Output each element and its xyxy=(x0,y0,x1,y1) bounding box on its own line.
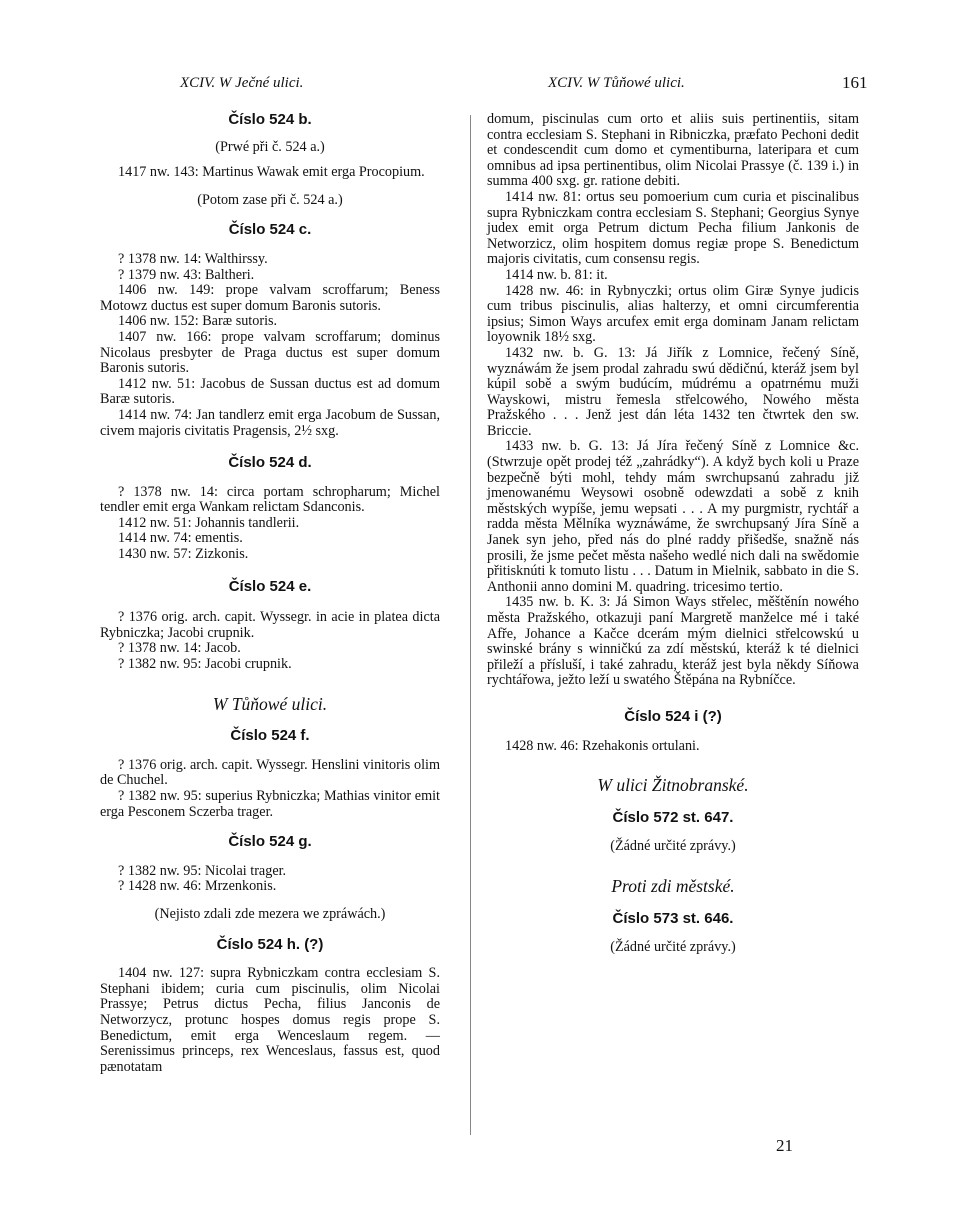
entry: 1412 nw. 51: Johannis tandlerii. xyxy=(118,514,300,531)
section-heading-573: Číslo 573 st. 646. xyxy=(612,909,734,927)
entry: ? 1378 nw. 14: circa portam schropharum; Michel tendler emit erga Wankam relictam Sdanconis. xyxy=(100,483,440,516)
entry: 1435 nw. b. K. 3: Já Simon Ways střelec, měštěnín nowého města Pražského, otkazuji paní Margretě manželce mé i také Afře, Johance a Kačce dcerám mým dielnici střelcowskú u swinské brány s winničkú za zdí městskú, kteráž k té dielnici přileží a přísluší, i také zahradu, kteráž jest byla někdy Síňowa rychtářowa, ježto leží u swatého Štěpána na Rybníčce. xyxy=(487,594,859,689)
running-header-left: XCIV. W Ječné ulici. xyxy=(180,75,304,91)
section-heading-524d: Číslo 524 d. xyxy=(228,454,312,472)
page-number: 161 xyxy=(842,73,868,92)
entry: 1404 nw. 127: supra Rybniczkam contra ecclesiam S. Stephani ibidem; curia cum piscinulis, olim Nicolai Prassye; Petrus dictus Pecha, filius Janconis de Networzycz, protunc hospes domus regis prope S. Benedictum, emit erga Wenceslaum regem. — Serenissimus princeps, rex Wenceslaus, fassus est, quod pænotatam xyxy=(100,965,440,1075)
section-heading-524h: Číslo 524 h. (?) xyxy=(216,935,324,953)
entry: 1412 nw. 51: Jacobus de Sussan ductus est ad domum Baræ sutoris. xyxy=(100,375,440,408)
editorial-note: (Potom zase při č. 524 a.) xyxy=(197,191,343,208)
entry: 1417 nw. 143: Martinus Wawak emit erga Procopium. xyxy=(118,164,425,181)
section-heading-524i: Číslo 524 i (?) xyxy=(624,707,722,725)
entry: ? 1378 nw. 14: Walthirssy. xyxy=(118,250,268,267)
entry: ? 1378 nw. 14: Jacob. xyxy=(118,640,241,657)
entry: 1414 nw. b. 81: it. xyxy=(505,266,608,283)
section-heading-524f: Číslo 524 f. xyxy=(230,727,310,745)
entry: ? 1376 orig. arch. capit. Wyssegr. Henslini vinitoris olim de Chuchel. xyxy=(100,756,440,789)
entry: ? 1382 nw. 95: Jacobi crupnik. xyxy=(118,656,292,673)
entry: 1414 nw. 81: ortus seu pomoerium cum curia et piscinalibus supra Rybniczkam contra ecclesiam S. Stephani; Georgius Synye judex emit orga Petrum dictum Pecha filium Jankonis de Networzicz, olim hospitem domus regiæ prope S. Benedictum majoris civitatis, cum consensu regis. xyxy=(487,188,859,268)
column-divider xyxy=(470,115,471,1135)
entry: 1406 nw. 149: prope valvam scroffarum; Beness Motowz ductus est super domum Baronis sutoris. xyxy=(100,282,440,314)
entry: 1407 nw. 166: prope valvam scroffarum; dominus Nicolaus presbyter de Praga ductus est super domum Baronis sutoris. xyxy=(100,328,440,377)
street-heading: W ulici Žitnobranské. xyxy=(597,775,749,796)
entry: 1406 nw. 152: Baræ sutoris. xyxy=(118,313,278,330)
right-column xyxy=(487,112,859,956)
section-heading-524g: Číslo 524 g. xyxy=(228,833,312,851)
entry: 1414 nw. 74: ementis. xyxy=(118,530,243,547)
entry: 1428 nw. 46: in Rybnyczki; ortus olim Giræ Synye judicis cum tribus piscinulis, alias halterzy, et omni circumferentia ipsius; Simon Ways arcufex emit erga dominam Janam relictam loyownik 18½ sxg. xyxy=(487,282,859,346)
section-heading-524c: Číslo 524 c. xyxy=(228,221,312,239)
left-column xyxy=(100,112,440,1075)
running-header-right: XCIV. W Tůňowé ulici. xyxy=(548,75,685,91)
street-heading: Proti zdi městské. xyxy=(611,875,735,896)
editorial-note: (Žádné určité zprávy.) xyxy=(610,939,736,956)
entry: ? 1376 orig. arch. capit. Wyssegr. in acie in platea dicta Rybniczka; Jacobi crupnik. xyxy=(100,609,440,641)
editorial-note: (Žádné určité zprávy.) xyxy=(610,838,736,855)
signature-mark: 21 xyxy=(776,1136,793,1155)
section-heading-524b: Číslo 524 b. xyxy=(228,111,312,128)
entry: ? 1382 nw. 95: Nicolai trager. xyxy=(118,862,287,879)
entry: ? 1382 nw. 95: superius Rybniczka; Mathias vinitor emit erga Pesconem Sczerba trager. xyxy=(100,788,440,820)
entry: 1432 nw. b. G. 13: Já Jiřík z Lomnice, řečený Síně, wyznáwám že jsem prodal zahradu swú dědičnú, kteráž jsem byl kúpil sobě a swým budúcím, múdrému a opatrnému muži Wayskowi, mistru řemesla střelcowého, Nowého města Pražského . . . Jenž jest dán léta 1432 ten čtwrtek den sw. Briccie. xyxy=(487,344,859,439)
section-heading-524e: Číslo 524 e. xyxy=(228,577,312,595)
entry: ? 1428 nw. 46: Mrzenkonis. xyxy=(118,878,277,895)
editorial-note: (Nejisto zdali zde mezera we zpráwách.) xyxy=(154,905,386,922)
entry: ? 1379 nw. 43: Baltheri. xyxy=(118,266,255,283)
entry-continuation: domum, piscinulas cum orto et aliis suis pertinentiis, sitam contra ecclesiam S. Stephani in Ribniczka, præfato Pechoni dedit et condescendit cum domo et cymentiburna, lateripara et cum omnibus ad ipsa pertinentibus, olim Nicolai Prassye (č. 139 i.) in summa 400 sxg. gr. ratione debiti. xyxy=(487,111,859,190)
entry: 1433 nw. b. G. 13: Já Jíra řečený Síně z Lomnice &c. (Stwrzuje opět prodej též „zahrádky“). A když bych koli u Praze bezpečně býti mohl, tehdy mám swrchupsanú zahradu již jmenowanému Weysowi osobně odewzdati a sobě z knih městských wypíše, jemu wepsati . . . A my purgmistr, rychtář a radda města Mělníka wyznáwáme, že swrchupsaný Jíra Síně a Janek syn jeho, před nás do plné raddy přišedše, snažně nás prosili, že jsme pečet města našeho wedlé nich dali na swědomie přitisknúti k tomuto listu . . . Datum in Mielnik, sabbato in die S. Anthonii anno domini M. quadring. tricesimo tertio. xyxy=(487,438,859,595)
section-heading-572: Číslo 572 st. 647. xyxy=(612,808,734,826)
editorial-note: (Prwé při č. 524 a.) xyxy=(215,138,325,155)
street-heading: W Tůňowé ulici. xyxy=(212,693,328,714)
entry: 1430 nw. 57: Zizkonis. xyxy=(118,546,249,563)
entry: 1414 nw. 74: Jan tandlerz emit erga Jacobum de Sussan, civem majoris civitatis Pragensis, 2½ sxg. xyxy=(100,406,440,439)
entry: 1428 nw. 46: Rzehakonis ortulani. xyxy=(505,737,700,754)
